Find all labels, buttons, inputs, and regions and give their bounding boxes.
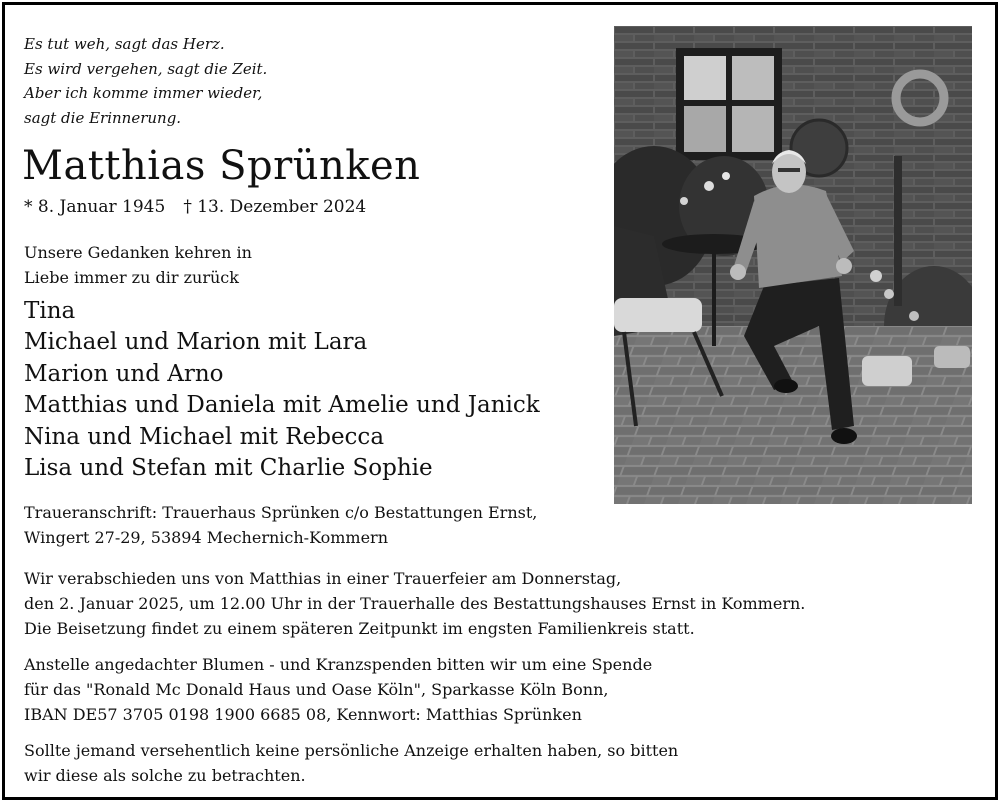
donation-line: Anstelle angedachter Blumen - und Kranzspenden bitten wir um eine Spende xyxy=(24,655,653,674)
family-member: Nina und Michael mit Rebecca xyxy=(24,423,385,450)
portrait-photo xyxy=(614,26,972,504)
mourning-address xyxy=(24,500,537,550)
address-line: Wingert 27-29, 53894 Mechernich-Kommern xyxy=(24,528,388,547)
family-list xyxy=(24,296,540,484)
closing-line: wir diese als solche zu betrachten. xyxy=(24,766,306,785)
ceremony-line: den 2. Januar 2025, um 12.00 Uhr in der Trauerhalle des Bestattungshauses Ernst in Kommern. xyxy=(24,594,806,613)
family-member: Marion und Arno xyxy=(24,360,224,387)
closing-line: Sollte jemand versehentlich keine persönliche Anzeige erhalten haben, so bitten xyxy=(24,741,679,760)
donation-line: IBAN DE57 3705 0198 1900 6685 08, Kennwort: Matthias Sprünken xyxy=(24,705,582,724)
family-member: Tina xyxy=(24,298,76,324)
poem-line: sagt die Erinnerung. xyxy=(24,108,182,127)
ceremony-line: Wir verabschieden uns von Matthias in einer Trauerfeier am Donnerstag, xyxy=(24,569,622,588)
family-member: Matthias und Daniela mit Amelie und Janick xyxy=(24,392,540,419)
poem-line: Es wird vergehen, sagt die Zeit. xyxy=(24,59,268,78)
thoughts-line: Liebe immer zu dir zurück xyxy=(24,268,239,287)
family-member: Michael und Marion mit Lara xyxy=(24,329,368,356)
closing-note xyxy=(24,738,678,788)
poem-line: Aber ich komme immer wieder, xyxy=(24,84,263,102)
thoughts-line: Unsere Gedanken kehren in xyxy=(24,243,252,262)
death-date: † 13. Dezember 2024 xyxy=(183,197,367,217)
poem-line: Es tut weh, sagt das Herz. xyxy=(24,35,225,53)
ceremony-text xyxy=(24,566,805,641)
pavement xyxy=(614,326,972,504)
ceremony-line: Die Beisetzung findet zu einem späteren Zeitpunkt im engsten Familienkreis statt. xyxy=(24,619,695,638)
address-line: Traueranschrift: Trauerhaus Sprünken c/o Bestattungen Ernst, xyxy=(24,503,538,522)
poem xyxy=(24,32,267,130)
donation-line: für das "Ronald Mc Donald Haus und Oase Köln", Sparkasse Köln Bonn, xyxy=(24,680,609,699)
birth-date: * 8. Januar 1945 xyxy=(24,197,166,217)
life-dates xyxy=(24,196,366,218)
family-member: Lisa und Stefan mit Charlie Sophie xyxy=(24,455,433,482)
thoughts-text xyxy=(24,240,252,290)
deceased-name: Matthias Sprünken xyxy=(22,143,421,189)
donation-text xyxy=(24,652,652,727)
